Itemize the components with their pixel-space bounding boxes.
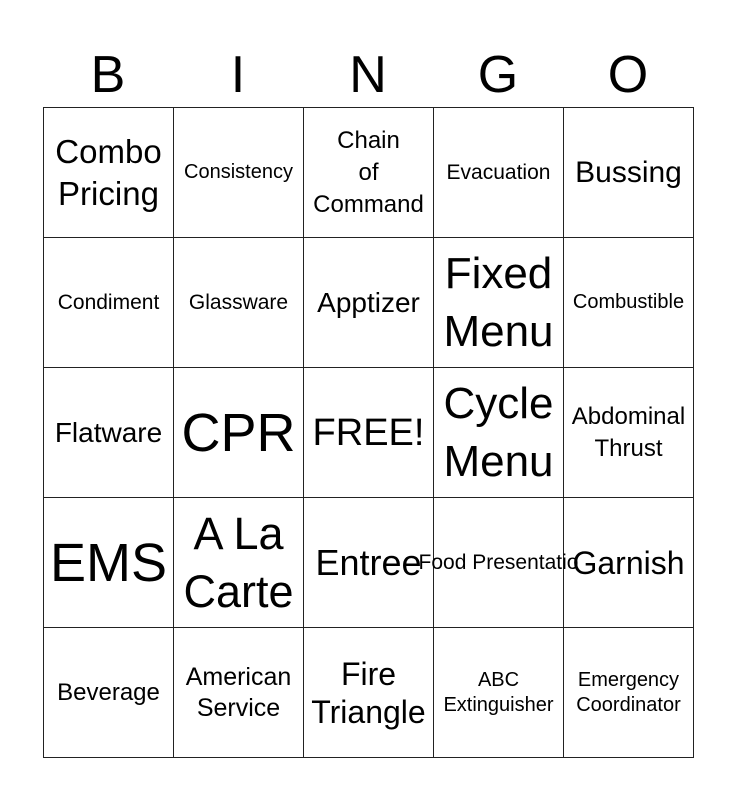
cell-label: Evacuation [446,160,551,184]
bingo-cell[interactable] [174,368,304,498]
cell-label: Abdominal Thrust [571,402,686,462]
cell-label: Food Presentatio [418,550,579,574]
cell-label: Combo Pricing [55,132,162,212]
cell-label: Glassware [188,290,289,314]
bingo-cell[interactable] [304,368,434,498]
bingo-cell[interactable] [564,238,694,368]
bingo-cell[interactable] [44,238,174,368]
bingo-cell[interactable] [434,238,564,368]
bingo-header [43,44,693,106]
bingo-card [43,107,694,758]
bingo-cell[interactable] [174,108,304,238]
bingo-cell[interactable] [44,368,174,498]
cell-label: Consistency [184,161,293,183]
cell-label: Beverage [57,678,160,706]
cell-label: Apptizer [317,287,420,318]
bingo-cell[interactable] [564,368,694,498]
bingo-cell[interactable] [44,498,174,628]
bingo-cell[interactable] [434,108,564,238]
header-letter-i: I [230,46,246,104]
cell-label: Chain of Command [313,126,424,218]
bingo-cell[interactable] [418,498,579,628]
bingo-cell[interactable] [564,498,694,628]
bingo-cell[interactable] [434,628,564,758]
header-letter-b: B [90,46,126,104]
bingo-cell[interactable] [44,628,174,758]
cell-label: EMS [49,532,168,593]
cell-label: American Service [185,662,292,722]
cell-label: ABC Extinguisher [443,668,554,716]
cell-label: A La Carte [183,507,294,617]
bingo-cell[interactable] [304,238,434,368]
bingo-cell[interactable] [304,108,434,238]
bingo-cell[interactable] [564,628,694,758]
bingo-cell[interactable] [44,108,174,238]
cell-label: Entree [315,542,422,583]
bingo-cell[interactable] [434,368,564,498]
bingo-cell[interactable] [174,498,304,628]
cell-label: Fixed Menu [443,248,554,356]
cell-label: Garnish [572,544,685,581]
cell-label: Fire Triangle [311,655,426,730]
header-letter-o: O [607,46,649,104]
cell-label: Bussing [575,156,682,189]
bingo-cell[interactable] [304,628,434,758]
bingo-cell[interactable] [564,108,694,238]
cell-label: Flatware [54,417,163,448]
cell-label: Cycle Menu [443,378,554,486]
cell-label: CPR [181,402,296,463]
cell-label: Combustible [572,291,685,313]
header-letter-n: N [349,46,387,104]
cell-label: Emergency Coordinator [576,668,681,716]
cell-label: Condiment [57,290,160,314]
cell-label: FREE! [312,411,425,454]
bingo-cell[interactable] [174,628,304,758]
bingo-cell[interactable] [304,498,434,628]
bingo-cell[interactable] [174,238,304,368]
header-letter-g: G [477,46,519,104]
